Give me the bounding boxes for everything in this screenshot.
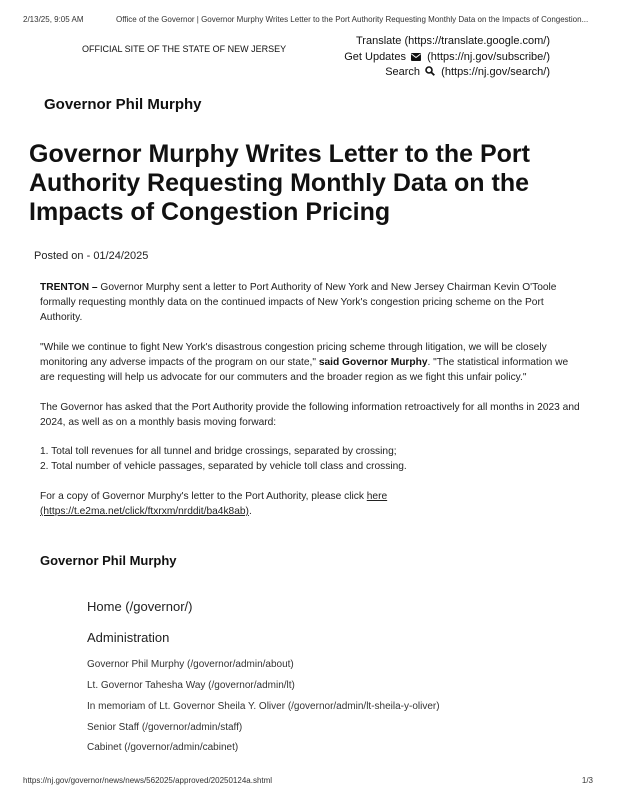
- footer-brand[interactable]: Governor Phil Murphy: [40, 553, 177, 568]
- get-updates-link[interactable]: [344, 51, 550, 64]
- print-header-title: Office of the Governor | Governor Murphy Writes Letter to the Port Authority Requesting Monthly Data on the Impacts of Congestion...: [116, 15, 589, 24]
- page-title: Governor Murphy Writes Letter to the Port Authority Requesting Monthly Data on the Impacts of Congestion Pricing: [29, 140, 530, 226]
- print-footer-url: https://nj.gov/governor/news/news/562025/approved/20250124a.shtml: [23, 776, 273, 785]
- envelope-icon: [411, 52, 421, 64]
- dateline: TRENTON –: [40, 282, 98, 293]
- quote-part-a: "While we continue to fight New York's disastrous congestion pricing scheme through litigation, we will be closely monitoring any adverse impacts of the program on our state,": [40, 342, 547, 369]
- search-label: Search: [385, 66, 421, 78]
- nav-admin-item[interactable]: In memoriam of Lt. Governor Sheila Y. Oliver (/governor/admin/lt-sheila-y-oliver): [87, 701, 440, 712]
- quote-speaker: said Governor Murphy: [318, 357, 428, 369]
- search-url: (https://nj.gov/search/): [441, 66, 550, 78]
- request-list: [40, 444, 580, 474]
- nav-admin-item[interactable]: Governor Phil Murphy (/governor/admin/about): [87, 659, 294, 670]
- letter-link[interactable]: here (https://t.e2ma.net/click/ftxrxm/nrddit/ba4k8ab): [40, 491, 388, 518]
- paragraph-request: The Governor has asked that the Port Authority provide the following information retroactively for all months in 2023 and 2024, as well as on a monthly basis moving forward:: [40, 402, 580, 429]
- search-link[interactable]: [385, 66, 550, 79]
- letter-text: For a copy of Governor Murphy's letter to the Port Authority, please click: [40, 491, 367, 502]
- paragraph-intro: [40, 280, 580, 326]
- get-updates-label: Get Updates: [344, 51, 406, 63]
- nav-admin-item[interactable]: Senior Staff (/governor/admin/staff): [87, 722, 243, 733]
- translate-link[interactable]: Translate (https://translate.google.com/): [355, 35, 550, 47]
- posted-date: Posted on - 01/24/2025: [34, 250, 149, 262]
- print-header-date: 2/13/25, 9:05 AM: [23, 15, 84, 24]
- paragraph-quote: [40, 340, 580, 386]
- letter-end: .: [248, 506, 252, 518]
- nav-home-link[interactable]: Home (/governor/): [87, 599, 193, 614]
- quote-part-b: . "The statistical information we are requesting will help us advocate for our commuters and the broader region as we fight this unfair policy.": [40, 357, 569, 384]
- search-icon: [425, 66, 435, 79]
- print-page-number: 1/3: [581, 776, 593, 785]
- site-brand[interactable]: Governor Phil Murphy: [44, 96, 202, 113]
- list-item: 1. Total toll revenues for all tunnel and bridge crossings, separated by crossing;: [40, 446, 397, 457]
- nav-admin-item[interactable]: Cabinet (/governor/admin/cabinet): [87, 742, 239, 753]
- list-item: 2. Total number of vehicle passages, separated by vehicle toll class and crossing.: [40, 461, 407, 473]
- nav-admin-item[interactable]: Lt. Governor Tahesha Way (/governor/admin/lt): [87, 680, 295, 691]
- intro-text: Governor Murphy sent a letter to Port Authority of New York and New Jersey Chairman Kevin O'Toole formally requesting monthly data on the continued impacts of New York's congestion pricing scheme on the Port Authority.: [40, 282, 557, 324]
- nav-administration-heading[interactable]: Administration: [87, 630, 170, 645]
- official-site-banner: OFFICIAL SITE OF THE STATE OF NEW JERSEY: [82, 44, 287, 54]
- get-updates-url: (https://nj.gov/subscribe/): [427, 51, 550, 63]
- paragraph-letter-link: [40, 489, 580, 519]
